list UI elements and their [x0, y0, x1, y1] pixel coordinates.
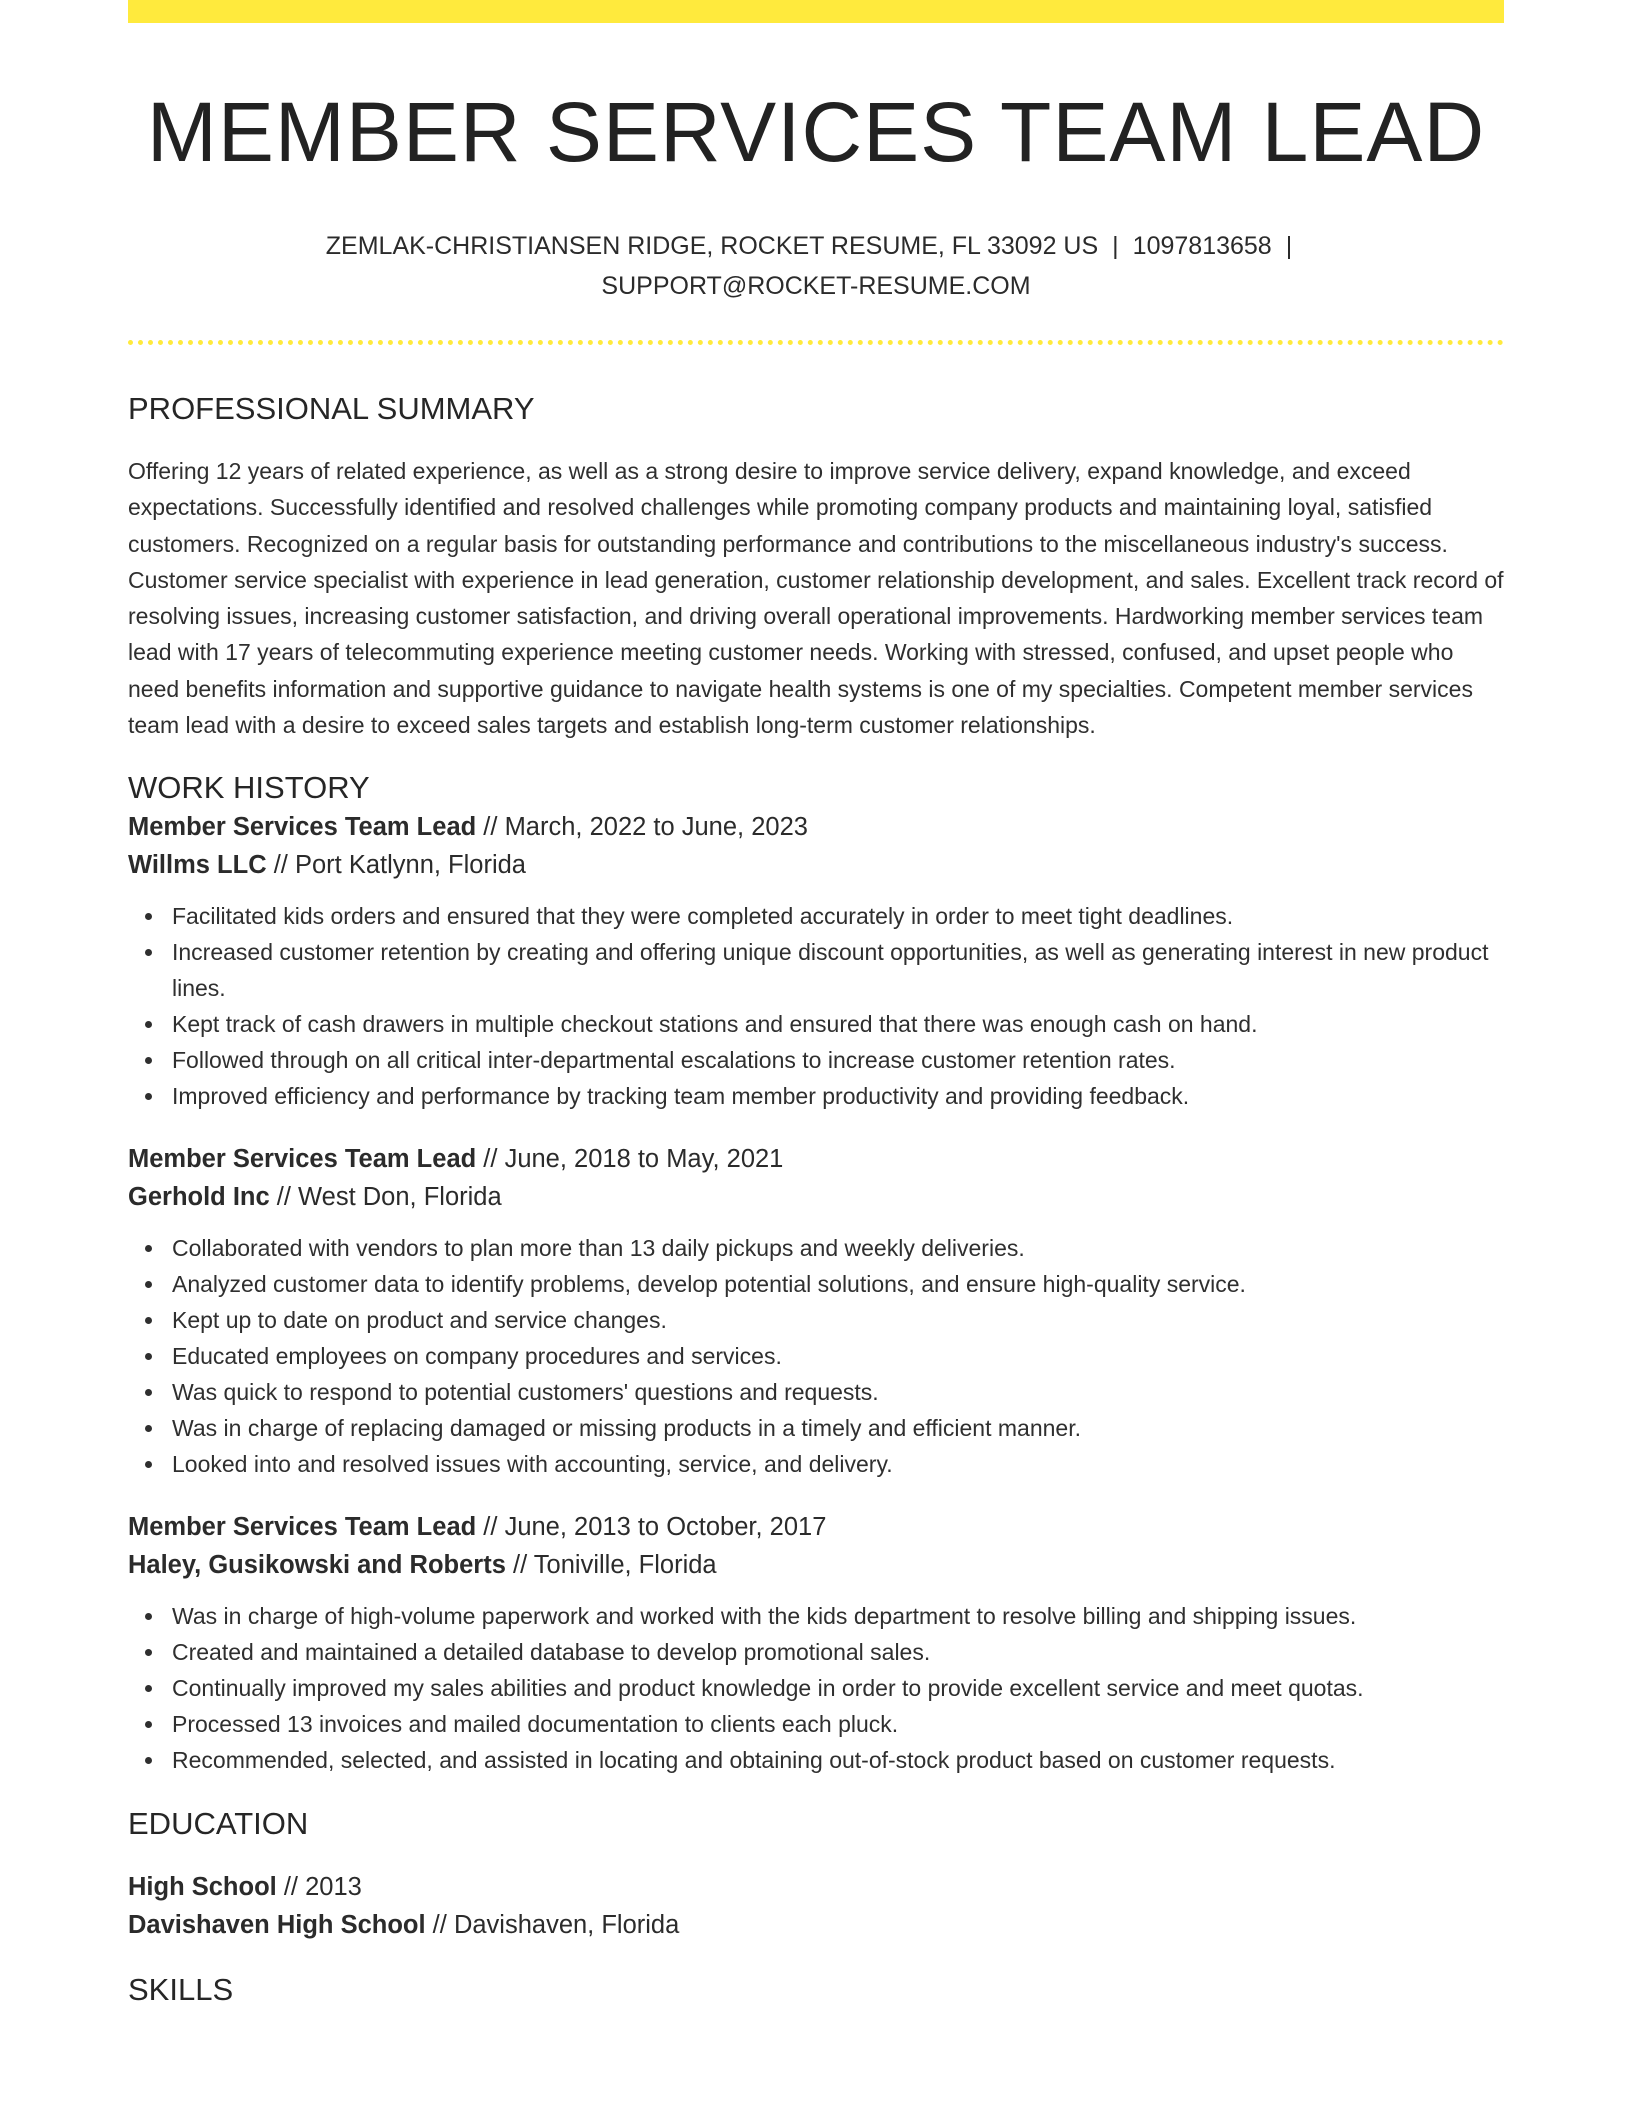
dotted-divider	[128, 340, 1504, 345]
job-role: Member Services Team Lead	[128, 1145, 477, 1174]
bullet-item: Was in charge of high-volume paperwork and worked with the kids department to resolve billing and shipping issues.	[172, 1598, 1504, 1634]
job-location: Port Katlynn, Florida	[294, 851, 526, 880]
bullet-item: Continually improved my sales abilities and product knowledge in order to provide excellent service and meet quotas.	[172, 1670, 1504, 1706]
education-year: 2013	[305, 1873, 362, 1902]
contact-email: SUPPORT@ROCKET-RESUME.COM	[601, 272, 1031, 300]
delimiter: //	[432, 1911, 447, 1940]
bullet-item: Improved efficiency and performance by tracking team member productivity and providing feedback.	[172, 1078, 1504, 1114]
education-school: Davishaven High School	[128, 1911, 426, 1940]
education-location: Davishaven, Florida	[453, 1911, 680, 1940]
education-section	[128, 1804, 1504, 1944]
job-title-line	[128, 1140, 1504, 1178]
bullet-item: Collaborated with vendors to plan more than 13 daily pickups and weekly deliveries.	[172, 1230, 1504, 1266]
job-entry	[128, 1140, 1504, 1482]
job-location: Toniville, Florida	[533, 1551, 717, 1580]
contact-info	[128, 226, 1504, 306]
bullet-item: Increased customer retention by creating and offering unique discount opportunities, as well as generating interest in new product lines.	[172, 934, 1504, 1006]
delimiter: //	[513, 1551, 528, 1580]
education-degree-line	[128, 1868, 1504, 1906]
skills-heading: SKILLS	[128, 1972, 234, 2008]
contact-separator: |	[1285, 232, 1293, 260]
bullet-item: Was quick to respond to potential customers' questions and requests.	[172, 1374, 1504, 1410]
summary-text: Offering 12 years of related experience, as well as a strong desire to improve service delivery, expand knowledge, and exceed expectations. Successfully identified and resolved challenges while promoting company products and maintaining loyal, satisfied customers. Recognized on a regular basis for outstanding performance and contributions to the miscellaneous industry's success. Customer service specialist with experience in lead generation, customer relationship development, and sales. Excellent track record of resolving issues, increasing customer satisfaction, and driving overall operational improvements. Hardworking member services team lead with 17 years of telecommuting experience meeting customer needs. Working with stressed, confused, and upset people who need benefits information and supportive guidance to navigate health systems is one of my specialties. Competent member services team lead with a desire to exceed sales targets and establish long-term customer relationships.	[128, 458, 1504, 739]
summary-section	[128, 389, 1504, 743]
contact-phone: 1097813658	[1132, 232, 1272, 260]
job-bullets	[128, 1598, 1504, 1778]
job-entry	[128, 808, 1504, 1114]
job-role: Member Services Team Lead	[128, 1513, 477, 1542]
delimiter: //	[483, 1145, 498, 1174]
job-company-line	[128, 1546, 1504, 1584]
job-bullets	[128, 1230, 1504, 1482]
bullet-item: Kept up to date on product and service changes.	[172, 1302, 1504, 1338]
job-title-line	[128, 808, 1504, 846]
job-dates: June, 2018 to May, 2021	[504, 1145, 784, 1174]
job-bullets	[128, 898, 1504, 1114]
job-company-line	[128, 1178, 1504, 1216]
bullet-item: Looked into and resolved issues with accounting, service, and delivery.	[172, 1446, 1504, 1482]
bullet-item: Educated employees on company procedures and services.	[172, 1338, 1504, 1374]
job-company: Gerhold Inc	[128, 1183, 270, 1212]
work-history-heading: WORK HISTORY	[128, 770, 370, 806]
job-location: West Don, Florida	[298, 1183, 502, 1212]
job-company: Willms LLC	[128, 851, 267, 880]
job-title-line	[128, 1508, 1504, 1546]
summary-heading: PROFESSIONAL SUMMARY	[128, 391, 535, 426]
skills-section	[128, 1970, 1504, 2010]
contact-address: ZEMLAK-CHRISTIANSEN RIDGE, ROCKET RESUME, FL 33092 US	[325, 232, 1099, 260]
bullet-item: Followed through on all critical inter-departmental escalations to increase customer retention rates.	[172, 1042, 1504, 1078]
job-dates: June, 2013 to October, 2017	[504, 1513, 827, 1542]
bullet-item: Recommended, selected, and assisted in locating and obtaining out-of-stock product based on customer requests.	[172, 1742, 1504, 1778]
job-dates: March, 2022 to June, 2023	[504, 813, 808, 842]
bullet-item: Facilitated kids orders and ensured that they were completed accurately in order to meet tight deadlines.	[172, 898, 1504, 934]
resume-name: MEMBER SERVICES TEAM LEAD	[146, 85, 1486, 179]
delimiter: //	[283, 1873, 299, 1902]
bullet-item: Analyzed customer data to identify problems, develop potential solutions, and ensure high-quality service.	[172, 1266, 1504, 1302]
job-company: Haley, Gusikowski and Roberts	[128, 1551, 506, 1580]
work-history-section	[128, 768, 1504, 1778]
bullet-item: Created and maintained a detailed database to develop promotional sales.	[172, 1634, 1504, 1670]
education-degree: High School	[128, 1873, 277, 1902]
job-entry	[128, 1508, 1504, 1778]
bullet-item: Processed 13 invoices and mailed documentation to clients each pluck.	[172, 1706, 1504, 1742]
bullet-item: Kept track of cash drawers in multiple checkout stations and ensured that there was enough cash on hand.	[172, 1006, 1504, 1042]
job-company-line	[128, 846, 1504, 884]
delimiter: //	[276, 1183, 291, 1212]
job-role: Member Services Team Lead	[128, 813, 477, 842]
delimiter: //	[273, 851, 288, 880]
delimiter: //	[483, 813, 498, 842]
contact-separator: |	[1112, 232, 1119, 260]
education-heading: EDUCATION	[128, 1806, 309, 1842]
education-school-line	[128, 1906, 1504, 1944]
bullet-item: Was in charge of replacing damaged or missing products in a timely and efficient manner.	[172, 1410, 1504, 1446]
delimiter: //	[483, 1513, 498, 1542]
resume-content	[128, 0, 1504, 2010]
